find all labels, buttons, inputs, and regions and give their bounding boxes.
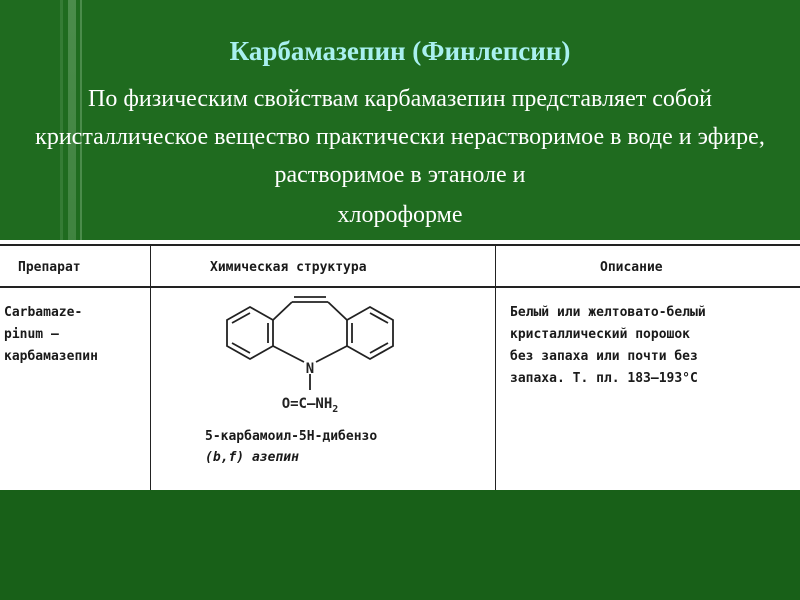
nitrogen-label: N bbox=[305, 361, 315, 377]
description-line: запаха. Т. пл. 183–193°С bbox=[510, 371, 698, 386]
drug-name-line: карбамазепин bbox=[4, 349, 98, 364]
header-description: Описание bbox=[600, 260, 663, 275]
carbamazepine-structure bbox=[210, 282, 450, 422]
structure-caption-line: (b,f) азепин bbox=[205, 450, 299, 465]
description-line: Белый или желтовато-белый bbox=[510, 305, 706, 320]
drug-table bbox=[0, 240, 800, 490]
description-line: кристаллический порошок bbox=[510, 327, 691, 342]
table-divider bbox=[150, 244, 151, 490]
slide-title: Карбамазепин (Финлепсин) bbox=[229, 36, 571, 66]
header-drug: Препарат bbox=[18, 260, 81, 275]
slide-paragraph: По физическим свойствам карбамазепин представляет собой кристаллическое вещество практически нерастворимое в воде и эфире, растворимое в этаноле и bbox=[35, 86, 765, 188]
drug-name-line: pinum – bbox=[4, 327, 59, 342]
header-structure: Химическая структура bbox=[210, 260, 367, 275]
bottom-band bbox=[0, 490, 800, 600]
table-rule bbox=[0, 244, 800, 246]
slide-paragraph-end: хлороформе bbox=[337, 202, 463, 228]
table-divider bbox=[495, 244, 496, 490]
structure-caption-line: 5-карбамоил-5H-дибензо bbox=[205, 429, 378, 444]
drug-name-line: Carbamaze- bbox=[4, 305, 83, 320]
carbamoyl-group-text: O=C–NH bbox=[281, 396, 333, 412]
carbamoyl-group-label bbox=[282, 396, 339, 415]
subscript-text: 2 bbox=[332, 404, 339, 415]
description-line: без запаха или почти без bbox=[510, 349, 698, 364]
